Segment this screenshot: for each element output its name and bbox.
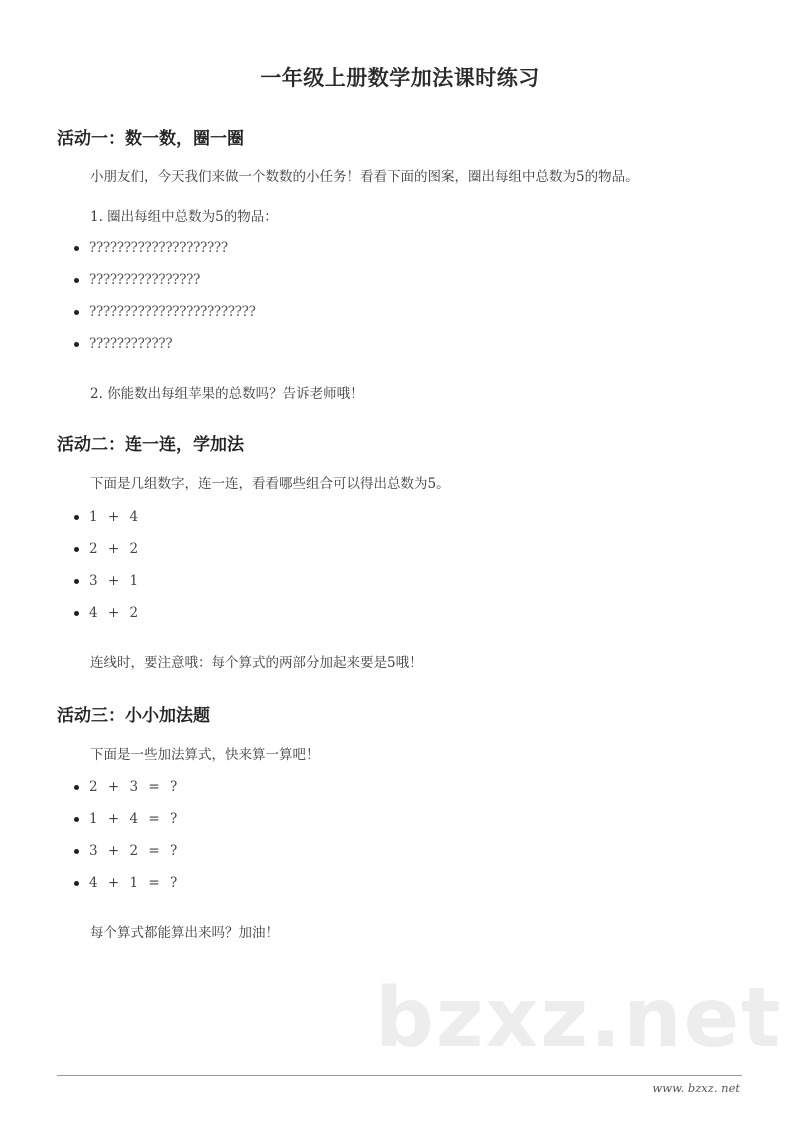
list-item-text: 1 + 4 (89, 509, 140, 525)
list-item-text: 4 + 2 (89, 605, 140, 621)
section-1-step-2: 2. 你能数出每组苹果的总数吗？告诉老师哦！ (90, 386, 364, 402)
bullet-icon (74, 785, 79, 790)
list-item-text: 3 + 1 (89, 573, 140, 589)
list-item (74, 811, 178, 827)
document-title: 一年级上册数学加法课时练习 (260, 66, 540, 90)
list-item (74, 605, 139, 621)
list-item (74, 541, 139, 557)
list-item (74, 304, 256, 320)
list-item-text: ???????????? (89, 336, 173, 352)
section-1-step-1: 1. 圈出每组中总数为5的物品： (90, 209, 278, 225)
bullet-icon (74, 515, 79, 520)
bullet-icon (74, 547, 79, 552)
bullet-icon (74, 246, 79, 251)
section-3-intro: 下面是一些加法算式，快来算一算吧！ (90, 747, 320, 763)
list-item-text: 1 + 4 = ? (89, 811, 179, 827)
list-item-text: ???????????????????????? (89, 304, 256, 320)
bullet-icon (74, 278, 79, 283)
bullet-icon (74, 342, 79, 347)
list-item (74, 240, 228, 256)
section-2-intro: 下面是几组数字，连一连，看看哪些组合可以得出总数为5。 (90, 476, 450, 492)
section-1-heading: 活动一：数一数，圈一圈 (57, 129, 244, 149)
footer-divider (57, 1075, 742, 1076)
list-item-text: ???????????????????? (89, 240, 228, 256)
bullet-icon (74, 817, 79, 822)
section-2-note: 连线时，要注意哦：每个算式的两部分加起来要是5哦！ (90, 655, 423, 671)
watermark: bzxz.net (375, 971, 783, 1066)
section-1-intro: 小朋友们，今天我们来做一个数数的小任务！看看下面的图案，圈出每组中总数为5的物品。 (90, 169, 639, 185)
bullet-icon (74, 611, 79, 616)
bullet-icon (74, 849, 79, 854)
section-3-note: 每个算式都能算出来吗？加油！ (90, 925, 279, 941)
list-item (74, 272, 200, 288)
list-item (74, 843, 178, 859)
list-item-text: 3 + 2 = ? (89, 843, 179, 859)
list-item (74, 509, 139, 525)
list-item-text: 4 + 1 = ? (89, 875, 179, 891)
list-item-text: 2 + 2 (89, 541, 140, 557)
list-item-text: ???????????????? (89, 272, 201, 288)
bullet-icon (74, 310, 79, 315)
list-item (74, 779, 178, 795)
bullet-icon (74, 881, 79, 886)
list-item (74, 573, 139, 589)
list-item-text: 2 + 3 = ? (89, 779, 179, 795)
section-2-heading: 活动二：连一连，学加法 (57, 435, 244, 455)
section-3-heading: 活动三：小小加法题 (57, 706, 210, 726)
bullet-icon (74, 579, 79, 584)
list-item (74, 336, 172, 352)
list-item (74, 875, 178, 891)
footer-url: www. bzxz. net (652, 1081, 740, 1095)
